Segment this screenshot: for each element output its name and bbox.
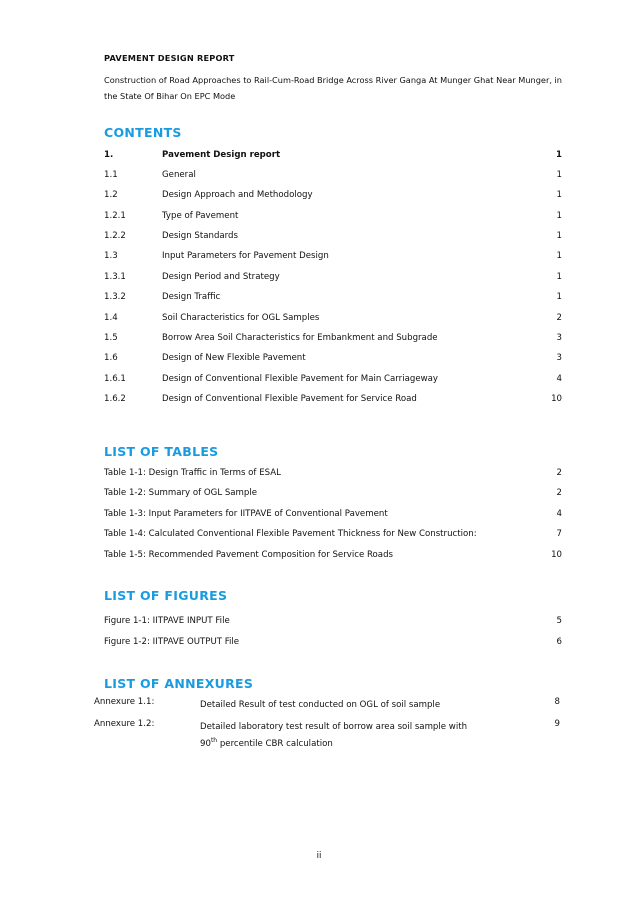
toc-page: 1 bbox=[556, 150, 562, 160]
table-entry-page: 4 bbox=[556, 509, 562, 519]
toc-page: 1 bbox=[556, 272, 562, 282]
table-list-item[interactable] bbox=[104, 548, 562, 562]
toc-page: 3 bbox=[556, 333, 562, 343]
table-entry-page: 2 bbox=[556, 488, 562, 498]
annexure-list-item[interactable] bbox=[94, 697, 560, 714]
table-list-item[interactable] bbox=[104, 507, 562, 521]
toc-number: 1.2 bbox=[104, 190, 118, 200]
figure-list-item[interactable] bbox=[104, 614, 562, 628]
table-entry-title: Table 1-2: Summary of OGL Sample bbox=[104, 488, 258, 498]
figure-list-item[interactable] bbox=[104, 635, 562, 649]
toc-page: 3 bbox=[556, 353, 562, 363]
toc-number: 1.3.2 bbox=[104, 292, 126, 302]
toc-number: 1.2.1 bbox=[104, 211, 126, 221]
toc-title: Design Period and Strategy bbox=[162, 272, 280, 282]
toc-title: Design Standards bbox=[162, 231, 238, 241]
toc-title: Design of New Flexible Pavement bbox=[162, 353, 306, 363]
table-entry-page: 2 bbox=[556, 468, 562, 478]
toc-number: 1.5 bbox=[104, 333, 118, 343]
table-list-item[interactable] bbox=[104, 486, 562, 500]
figure-entry-title: Figure 1-1: IITPAVE INPUT File bbox=[104, 616, 230, 626]
toc-row[interactable] bbox=[104, 168, 562, 182]
toc-title: Pavement Design report bbox=[162, 150, 281, 160]
toc-number: 1.1 bbox=[104, 170, 118, 180]
toc-page: 2 bbox=[556, 313, 562, 323]
table-entry-page: 10 bbox=[551, 550, 562, 560]
figure-entry-page: 6 bbox=[556, 637, 562, 647]
toc-title: Soil Characteristics for OGL Samples bbox=[162, 313, 320, 323]
annexure-list-item[interactable] bbox=[94, 719, 560, 753]
contents-heading: CONTENTS bbox=[104, 125, 182, 140]
annexure-title bbox=[200, 719, 530, 753]
table-entry-page: 7 bbox=[556, 529, 562, 539]
toc-number: 1.3.1 bbox=[104, 272, 126, 282]
toc-title: Design Traffic bbox=[162, 292, 221, 302]
toc-number: 1.6 bbox=[104, 353, 118, 363]
toc-row[interactable] bbox=[104, 351, 562, 365]
annexure-title-superscript: th bbox=[210, 737, 218, 745]
figure-entry-page: 5 bbox=[556, 616, 562, 626]
toc-page: 1 bbox=[556, 231, 562, 241]
toc-number: 1.3 bbox=[104, 251, 118, 261]
annexure-title-line2-number: 90 bbox=[200, 739, 211, 749]
table-entry-title: Table 1-3: Input Parameters for IITPAVE of Conventional Pavement bbox=[104, 509, 388, 519]
toc-page: 1 bbox=[556, 292, 562, 302]
toc-page: 1 bbox=[556, 251, 562, 261]
toc-number: 1. bbox=[104, 150, 114, 160]
tables-heading: LIST OF TABLES bbox=[104, 444, 219, 459]
annexure-title: Detailed Result of test conducted on OGL of soil sample bbox=[200, 700, 441, 710]
table-entry-title: Table 1-5: Recommended Pavement Composition for Service Roads bbox=[104, 550, 394, 560]
page-number: ii bbox=[316, 851, 322, 861]
toc-row[interactable] bbox=[104, 148, 562, 162]
project-subtitle: Construction of Road Approaches to Rail-Cum-Road Bridge Across River Ganga At Munger Ghat Near Munger, in the State Of Bihar On EPC Mode bbox=[104, 75, 562, 101]
toc-page: 1 bbox=[556, 190, 562, 200]
toc-title: Input Parameters for Pavement Design bbox=[162, 251, 329, 261]
annexure-number: Annexure 1.2: bbox=[94, 719, 155, 729]
table-entry-title: Table 1-4: Calculated Conventional Flexible Pavement Thickness for New Construction: bbox=[104, 529, 477, 539]
toc-number: 1.2.2 bbox=[104, 231, 126, 241]
toc-row[interactable] bbox=[104, 372, 562, 386]
toc-row[interactable] bbox=[104, 331, 562, 345]
toc-row[interactable] bbox=[104, 188, 562, 202]
toc-title: Borrow Area Soil Characteristics for Embankment and Subgrade bbox=[162, 333, 438, 343]
report-title: PAVEMENT DESIGN REPORT bbox=[104, 53, 235, 63]
toc-page: 10 bbox=[551, 394, 562, 404]
toc-page: 1 bbox=[556, 170, 562, 180]
toc-title: Design of Conventional Flexible Pavement for Main Carriageway bbox=[162, 374, 438, 384]
table-list-item[interactable] bbox=[104, 527, 562, 541]
annexure-page: 9 bbox=[554, 719, 560, 729]
toc-row[interactable] bbox=[104, 229, 562, 243]
annexure-title-line1: Detailed laboratory test result of borrow area soil sample with bbox=[200, 722, 468, 732]
toc-number: 1.4 bbox=[104, 313, 118, 323]
annexure-number: Annexure 1.1: bbox=[94, 697, 155, 707]
toc-number: 1.6.1 bbox=[104, 374, 126, 384]
toc-title: Design Approach and Methodology bbox=[162, 190, 313, 200]
annexures-heading: LIST OF ANNEXURES bbox=[104, 676, 254, 691]
toc-page: 4 bbox=[556, 374, 562, 384]
toc-number: 1.6.2 bbox=[104, 394, 126, 404]
table-entry-title: Table 1-1: Design Traffic in Terms of ESAL bbox=[104, 468, 281, 478]
toc-row[interactable] bbox=[104, 249, 562, 263]
toc-row[interactable] bbox=[104, 270, 562, 284]
toc-row[interactable] bbox=[104, 311, 562, 325]
toc-title: Design of Conventional Flexible Pavement for Service Road bbox=[162, 394, 417, 404]
toc-row[interactable] bbox=[104, 290, 562, 304]
toc-page: 1 bbox=[556, 211, 562, 221]
toc-row[interactable] bbox=[104, 392, 562, 406]
figure-entry-title: Figure 1-2: IITPAVE OUTPUT File bbox=[104, 637, 240, 647]
toc-title: General bbox=[162, 170, 196, 180]
annexure-title-line2-text: percentile CBR calculation bbox=[217, 739, 333, 749]
toc-row[interactable] bbox=[104, 209, 562, 223]
figures-heading: LIST OF FIGURES bbox=[104, 588, 228, 603]
table-list-item[interactable] bbox=[104, 466, 562, 480]
annexure-page: 8 bbox=[554, 697, 560, 707]
toc-title: Type of Pavement bbox=[162, 211, 239, 221]
